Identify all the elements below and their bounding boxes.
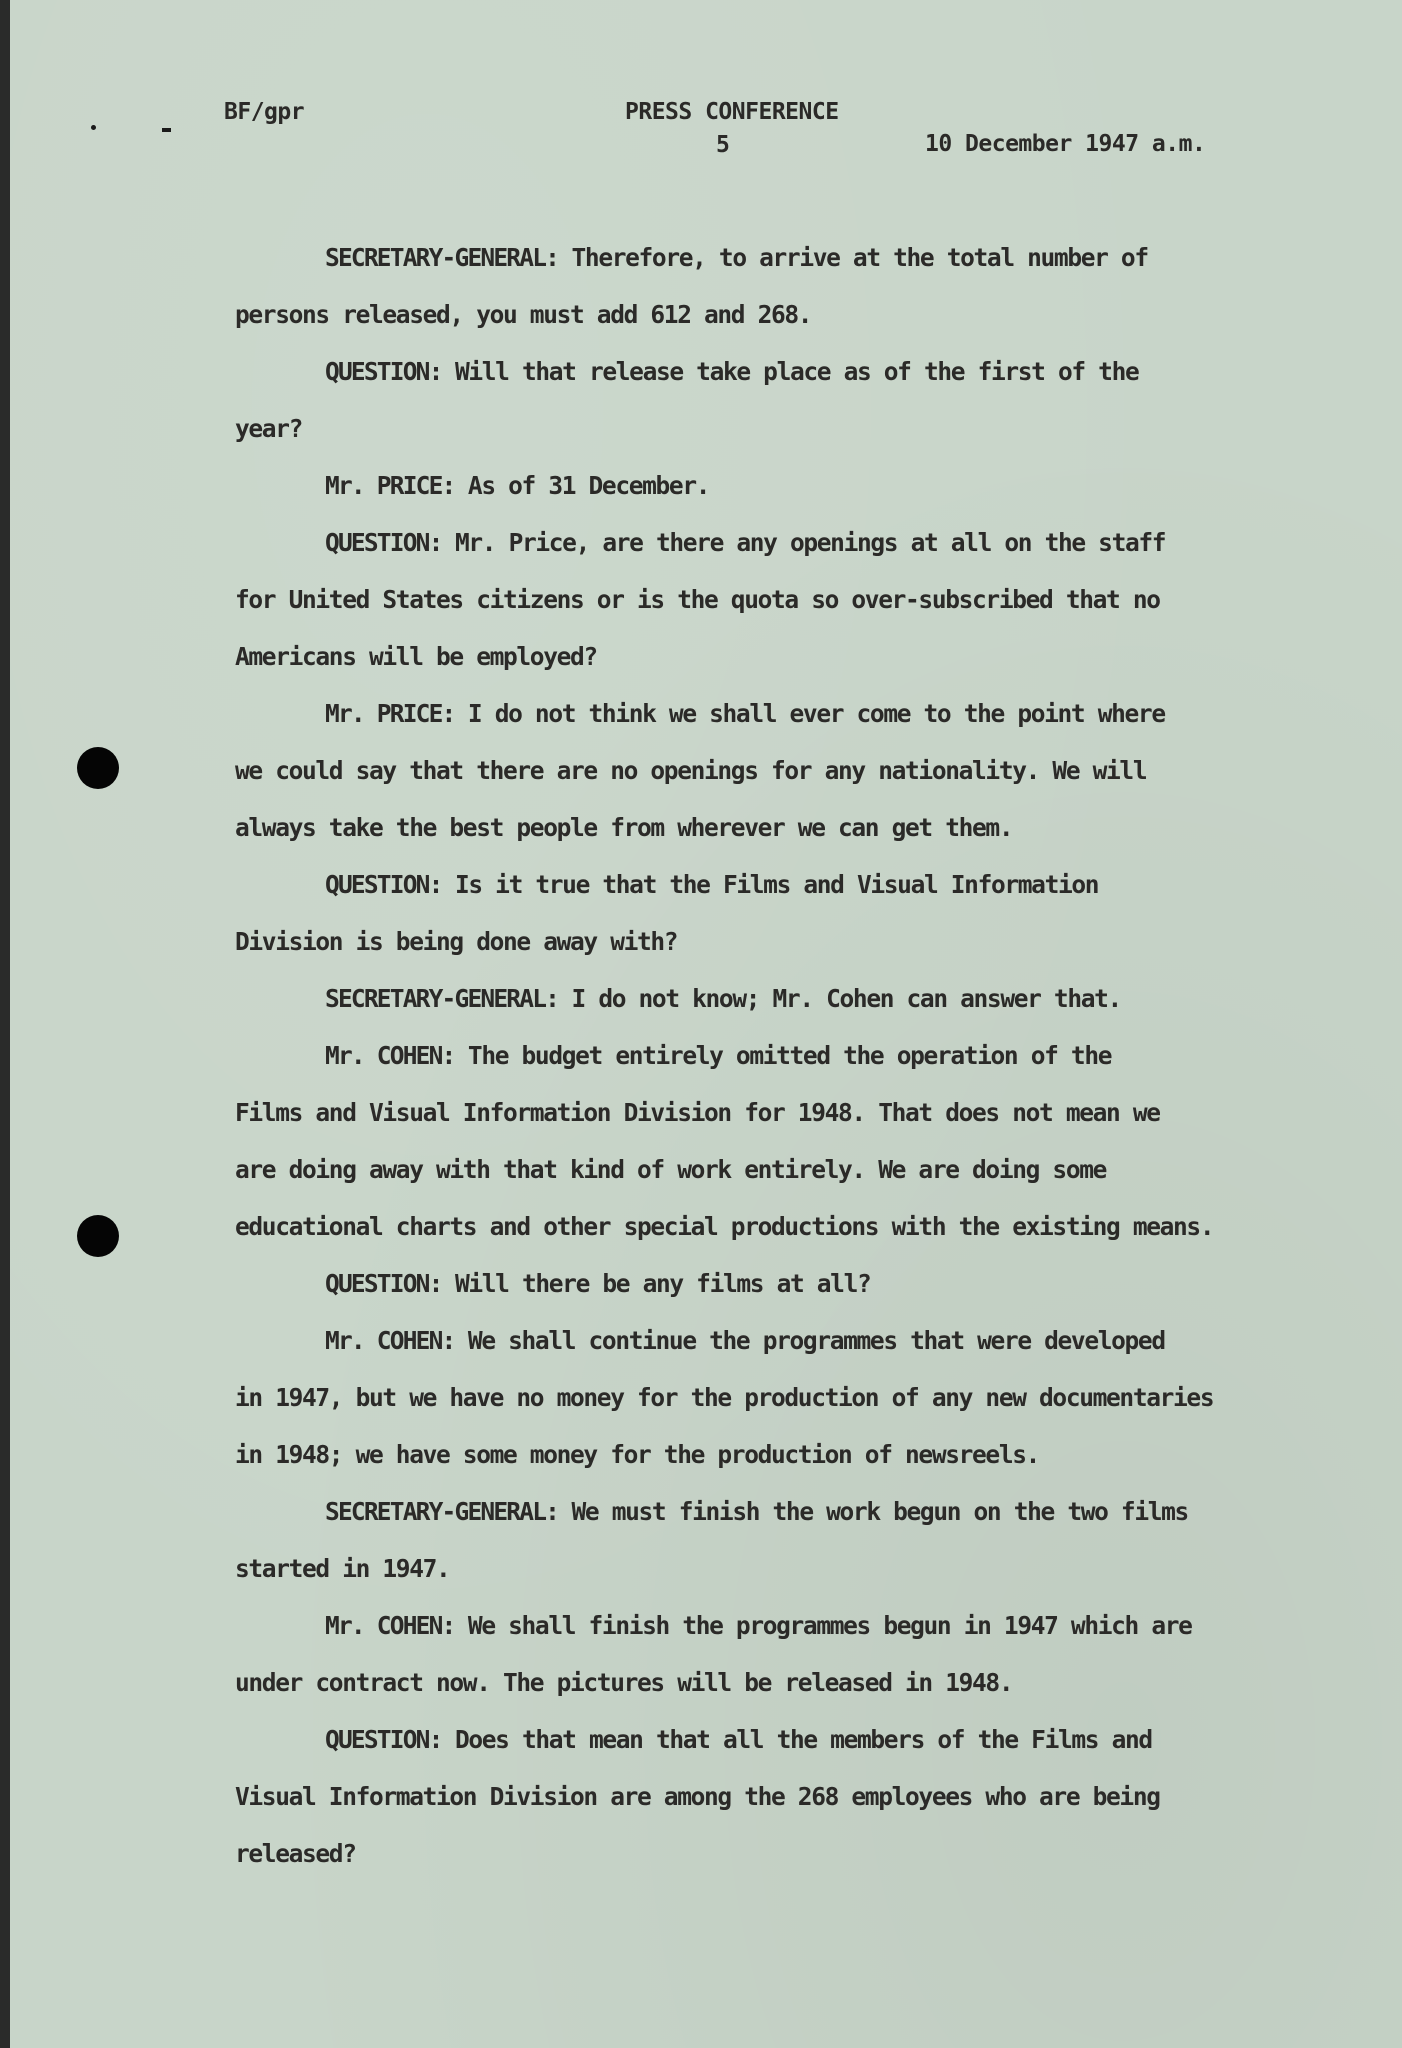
punch-hole	[77, 747, 119, 789]
speaker-label: SECRETARY-GENERAL:	[325, 243, 559, 272]
line-text: The budget entirely omitted the operation of the	[467, 1041, 1112, 1070]
line-text: Mr. Price, are there any openings at all on the staff	[454, 528, 1166, 557]
paragraph-line	[325, 528, 1165, 557]
speaker-label: QUESTION:	[325, 357, 442, 386]
paragraph-line: for United States citizens or is the quota so over-subscribed that no	[235, 585, 1160, 614]
speaker-label: Mr. COHEN:	[325, 1326, 455, 1355]
paragraph-line: under contract now. The pictures will be released in 1948.	[235, 1668, 1013, 1697]
document-page	[10, 0, 1402, 2048]
paragraph-line	[325, 1041, 1111, 1070]
paragraph-line	[325, 984, 1121, 1013]
margin-dash	[162, 128, 171, 132]
line-text: I do not think we shall ever come to the point where	[467, 699, 1165, 728]
header-initials: BF/gpr	[224, 99, 305, 125]
paragraph-line: Americans will be employed?	[235, 642, 597, 671]
paragraph-line: Films and Visual Information Division for 1948. That does not mean we	[235, 1098, 1160, 1127]
speaker-label: Mr. PRICE:	[325, 471, 455, 500]
header-date: 10 December 1947 a.m.	[925, 131, 1206, 157]
paragraph-line: year?	[235, 414, 303, 443]
margin-mark	[91, 125, 96, 130]
speaker-label: Mr. COHEN:	[325, 1611, 455, 1640]
line-text: Therefore, to arrive at the total number of	[571, 243, 1148, 272]
paragraph-line	[325, 699, 1165, 728]
paragraph-line	[325, 1611, 1192, 1640]
paragraph-line	[325, 1497, 1188, 1526]
line-text: Will that release take place as of the first of the	[454, 357, 1139, 386]
speaker-label: QUESTION:	[325, 870, 442, 899]
paragraph-line	[325, 1725, 1152, 1754]
header-title: PRESS CONFERENCE	[625, 99, 839, 125]
paragraph-line	[325, 471, 709, 500]
speaker-label: SECRETARY-GENERAL:	[325, 984, 559, 1013]
speaker-label: Mr. COHEN:	[325, 1041, 455, 1070]
paragraph-line: started in 1947.	[235, 1554, 450, 1583]
paragraph-line	[325, 357, 1138, 386]
paragraph-line	[325, 243, 1148, 272]
speaker-label: SECRETARY-GENERAL:	[325, 1497, 559, 1526]
paragraph-line: released?	[235, 1839, 356, 1868]
speaker-label: QUESTION:	[325, 528, 442, 557]
line-text: Is it true that the Films and Visual Information	[454, 870, 1099, 899]
paragraph-line: in 1948; we have some money for the production of newsreels.	[235, 1440, 1040, 1469]
punch-hole	[77, 1215, 119, 1257]
header-page-number: 5	[716, 132, 730, 158]
line-text: We shall finish the programmes begun in 1947 which are	[467, 1611, 1192, 1640]
paragraph-line: persons released, you must add 612 and 268.	[235, 300, 812, 329]
line-text: I do not know; Mr. Cohen can answer that.	[571, 984, 1121, 1013]
speaker-label: Mr. PRICE:	[325, 699, 455, 728]
line-text: Does that mean that all the members of the Films and	[454, 1725, 1152, 1754]
line-text: Will there be any films at all?	[454, 1269, 871, 1298]
paragraph-line: always take the best people from wherever we can get them.	[235, 813, 1013, 842]
paragraph-line: are doing away with that kind of work entirely. We are doing some	[235, 1155, 1107, 1184]
line-text: As of 31 December.	[467, 471, 710, 500]
line-text: We must finish the work begun on the two films	[571, 1497, 1188, 1526]
paragraph-line: educational charts and other special productions with the existing means.	[235, 1212, 1214, 1241]
paragraph-line: Division is being done away with?	[235, 927, 678, 956]
paragraph-line	[325, 870, 1098, 899]
paragraph-line	[325, 1269, 870, 1298]
paragraph-line: in 1947, but we have no money for the production of any new documentaries	[235, 1383, 1214, 1412]
line-text: We shall continue the programmes that were developed	[467, 1326, 1165, 1355]
paragraph-line	[325, 1326, 1165, 1355]
speaker-label: QUESTION:	[325, 1269, 442, 1298]
paragraph-line: we could say that there are no openings for any nationality. We will	[235, 756, 1147, 785]
speaker-label: QUESTION:	[325, 1725, 442, 1754]
paragraph-line: Visual Information Division are among the 268 employees who are being	[235, 1782, 1160, 1811]
